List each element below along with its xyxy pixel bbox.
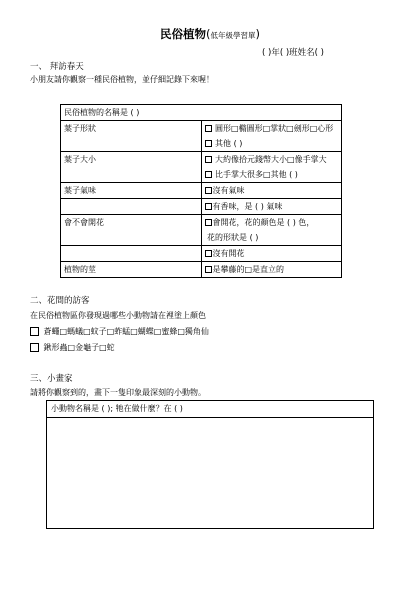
checkbox-icon[interactable] [205, 219, 212, 226]
subtitle-text: 低年級學習單 [210, 31, 256, 40]
leaf-smell-none-text: 沒有氣味 [212, 186, 245, 195]
empty-cell [61, 136, 202, 152]
section1-instruction: 小朋友請你觀察一種民俗植物，並仔細記錄下來喔！ [30, 75, 214, 84]
observation-table [60, 104, 342, 278]
visitor-row-2-text: 鍬形蟲□金龜子□蛇 [43, 343, 115, 352]
table-row [61, 230, 342, 246]
title-text: 民俗植物 [160, 27, 206, 41]
leaf-size-options[interactable] [201, 152, 342, 168]
table-row [61, 199, 342, 215]
leaf-size-label: 葉子大小 [61, 152, 202, 168]
leaf-smell-label: 葉子氣味 [61, 183, 202, 199]
leaf-shape-other-text: 其他 ( ) [215, 139, 243, 148]
table-row [61, 246, 342, 262]
table-row [61, 152, 342, 168]
empty-cell [61, 199, 202, 215]
checkbox-icon[interactable] [205, 266, 212, 273]
leaf-shape-options[interactable] [201, 121, 342, 137]
leaf-smell-none[interactable] [201, 183, 342, 199]
section3-heading: 三、小畫家 [30, 374, 73, 384]
title-paren-open: ( [206, 27, 211, 41]
table-row [61, 262, 342, 278]
checkbox-icon[interactable] [205, 171, 212, 178]
leaf-size-more-text: 比手掌大很多□其他 ( ) [215, 170, 298, 179]
stem-options[interactable] [201, 262, 342, 278]
empty-cell [61, 167, 202, 183]
title-paren-close: ) [255, 27, 260, 41]
checkbox-icon[interactable] [205, 125, 212, 132]
table-row [61, 105, 342, 121]
section3-instruction: 請將你觀察到的，畫下一隻印象最深刻的小動物。 [30, 388, 206, 397]
leaf-shape-other[interactable] [201, 136, 342, 152]
class-name-line: ( )年( )班姓名( ) [262, 48, 325, 58]
drawing-box[interactable] [46, 400, 374, 529]
checkbox-icon[interactable] [205, 187, 212, 194]
leaf-smell-yes-text: 有香味，是 ( ) 氣味 [212, 202, 283, 211]
checkbox-icon[interactable] [30, 343, 39, 352]
table-row [61, 183, 342, 199]
table-row [61, 121, 342, 137]
table-row [61, 136, 342, 152]
leaf-shape-opts-text: 圓形□橢圓形□掌狀□劍形□心形 [215, 124, 334, 133]
section1-heading: 一、 拜訪春天 [30, 62, 84, 72]
leaf-size-opts-text: 大約像拾元錢幣大小□像手掌大 [215, 155, 327, 164]
animal-name-row[interactable]: 小動物名稱是 ( ); 牠在做什麼？在 ( ) [47, 401, 373, 418]
flower-label: 會不會開花 [61, 215, 202, 231]
flower-no-text: 沒有開花 [212, 249, 245, 258]
leaf-smell-yes[interactable] [201, 199, 342, 215]
flower-shape[interactable] [201, 230, 342, 246]
checkbox-icon[interactable] [205, 156, 212, 163]
plant-name-cell[interactable]: 民俗植物的名稱是 ( ) [61, 105, 342, 121]
checkbox-icon[interactable] [30, 327, 39, 336]
leaf-size-more[interactable] [201, 167, 342, 183]
empty-cell [61, 246, 202, 262]
checkbox-icon[interactable] [205, 140, 212, 147]
flower-yes-text: 會開花，花的顏色是 ( ) 色， [212, 218, 315, 227]
section2-instruction: 在民俗植物區你發現過哪些小動物請在裡塗上顏色 [30, 311, 206, 320]
visitor-row-2 [30, 342, 115, 353]
visitor-row-1 [30, 326, 209, 337]
leaf-shape-label: 葉子形狀 [61, 121, 202, 137]
visitor-row-1-text: 蒼蠅□螞蟻□蚊子□蚱蜢□蝴蝶□蜜蜂□獨角仙 [43, 327, 209, 336]
checkbox-icon[interactable] [205, 250, 212, 257]
flower-no[interactable] [201, 246, 342, 262]
section2-heading: 二、花間的訪客 [30, 296, 90, 306]
table-row [61, 215, 342, 231]
checkbox-icon[interactable] [205, 203, 212, 210]
page-title [0, 26, 420, 42]
stem-label: 植物的莖 [61, 262, 202, 278]
empty-cell [61, 230, 202, 246]
stem-opts-text: 是攀藤的□是直立的 [212, 265, 285, 274]
flower-yes[interactable] [201, 215, 342, 231]
flower-shape-text: 花的形狀是 ( ) [207, 233, 259, 242]
table-row [61, 167, 342, 183]
